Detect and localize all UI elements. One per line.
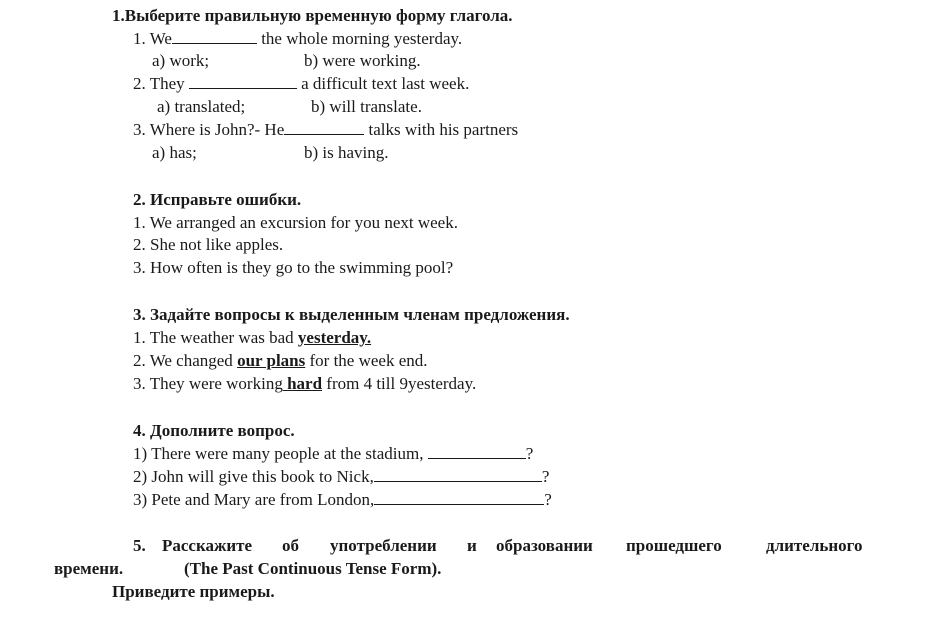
s3-item3-before: 3. They were working bbox=[133, 374, 283, 393]
s3-item1 bbox=[133, 327, 371, 349]
s5-word: длительного bbox=[766, 536, 863, 555]
s1-item1 bbox=[133, 28, 462, 50]
answer-blank[interactable] bbox=[428, 443, 526, 459]
s4-item1-text: 1) There were many people at the stadium, bbox=[133, 444, 424, 463]
s5-word: Расскажите bbox=[162, 536, 253, 555]
s1-item3-opt-a: a) has; bbox=[152, 143, 197, 162]
s4-item3-text: 3) Pete and Mary are from London, bbox=[133, 490, 375, 509]
s5-line2-b: (The Past Continuous Tense Form). bbox=[184, 559, 442, 578]
s4-item2-text: 2) John will give this book to Nick, bbox=[133, 467, 374, 486]
s4-item2-end: ? bbox=[541, 467, 550, 486]
section2-title: 2. Исправьте ошибки. bbox=[133, 190, 302, 209]
s5-word: 5. bbox=[133, 536, 146, 555]
s3-item2-highlight: our plans bbox=[237, 351, 306, 370]
s3-item1-highlight: yesterday. bbox=[297, 328, 372, 347]
s1-item1-num: 1. bbox=[133, 29, 146, 48]
s1-item3 bbox=[133, 119, 518, 141]
s1-item3-before: Where is John?- He bbox=[149, 120, 285, 139]
s1-item1-before: We bbox=[149, 29, 172, 48]
section3-title: 3. Задайте вопросы к выделенным членам предложения. bbox=[133, 305, 570, 324]
s3-item2 bbox=[133, 350, 428, 372]
s3-item2-before: 2. We changed bbox=[133, 351, 238, 370]
s1-item2 bbox=[133, 73, 469, 95]
answer-blank[interactable] bbox=[172, 28, 257, 44]
s5-word: образовании bbox=[496, 536, 593, 555]
s3-item1-before: 1. The weather was bad bbox=[133, 328, 298, 347]
s1-item3-after: talks with his partners bbox=[368, 120, 519, 139]
section4-title: 4. Дополните вопрос. bbox=[133, 421, 295, 440]
section1-title: 1.Выберите правильную временную форму глагола. bbox=[112, 6, 513, 25]
answer-blank[interactable] bbox=[374, 489, 544, 505]
s4-item1 bbox=[133, 443, 533, 465]
s3-item3 bbox=[133, 373, 476, 395]
s4-item3-end: ? bbox=[544, 490, 552, 509]
s4-item3 bbox=[133, 489, 552, 511]
s3-item2-after: for the week end. bbox=[305, 351, 428, 370]
s2-item3: 3. How often is they go to the swimming pool? bbox=[133, 258, 454, 277]
s1-item3-num: 3. bbox=[133, 120, 146, 139]
s1-item1-opt-b: b) were working. bbox=[304, 51, 421, 70]
s2-item2: 2. She not like apples. bbox=[133, 235, 284, 254]
s1-item3-opt-b: b) is having. bbox=[304, 143, 389, 162]
s1-item2-before: They bbox=[149, 74, 185, 93]
s4-item1-end: ? bbox=[525, 444, 534, 463]
s1-item2-num: 2. bbox=[133, 74, 146, 93]
s4-item2 bbox=[133, 466, 549, 488]
s5-line3: Приведите примеры. bbox=[112, 582, 275, 601]
section5-line1 bbox=[0, 535, 940, 557]
s1-item2-opt-a: a) translated; bbox=[157, 97, 246, 116]
s1-item1-after: the whole morning yesterday. bbox=[261, 29, 463, 48]
s1-item1-opt-a: a) work; bbox=[152, 51, 210, 70]
answer-blank[interactable] bbox=[189, 73, 297, 89]
answer-blank[interactable] bbox=[374, 466, 542, 482]
s1-item2-opt-b: b) will translate. bbox=[311, 97, 422, 116]
s3-item3-highlight: hard bbox=[282, 374, 323, 393]
s3-item3-after: from 4 till 9yesterday. bbox=[322, 374, 477, 393]
s5-word: прошедшего bbox=[626, 536, 722, 555]
s5-word: и bbox=[467, 536, 477, 555]
s1-item2-after: a difficult text last week. bbox=[301, 74, 470, 93]
s2-item1: 1. We arranged an excursion for you next week. bbox=[133, 213, 458, 232]
s5-line2-a: времени. bbox=[54, 559, 124, 578]
s5-word: употреблении bbox=[330, 536, 437, 555]
answer-blank[interactable] bbox=[284, 119, 364, 135]
s5-word: об bbox=[282, 536, 299, 555]
